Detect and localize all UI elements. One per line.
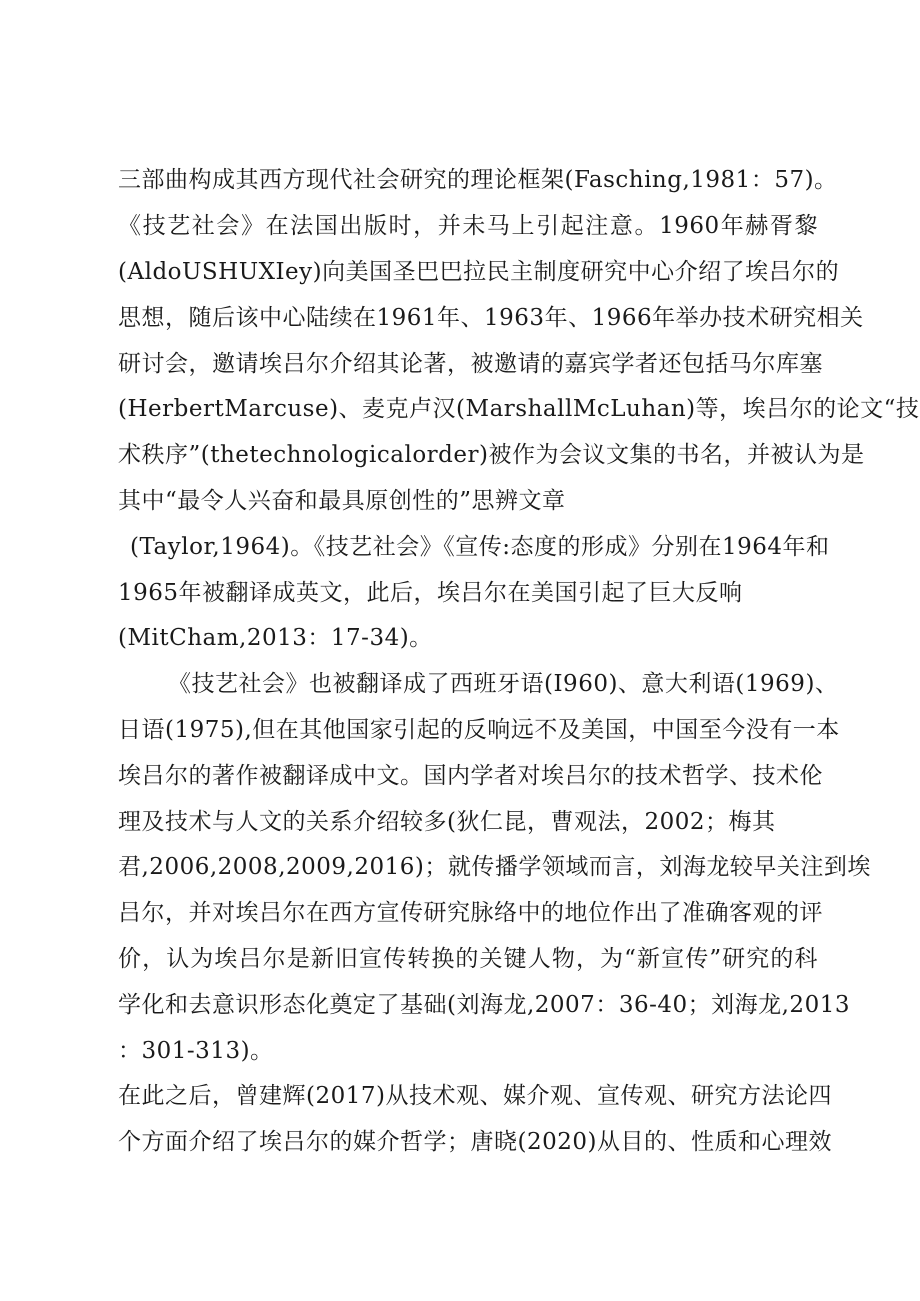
text-line: 思想，随后该中心陆续在1961年、1963年、1966年举办技术研究相关 <box>118 305 864 331</box>
text-line: 日语(1975),但在其他国家引起的反响远不及美国，中国至今没有一本 <box>118 717 840 743</box>
text-line: (MitCham,2013：17-34)。 <box>118 625 433 651</box>
text-line: 《技艺社会》也被翻译成了西班牙语(I960)、意大利语(1969)、 <box>168 671 839 697</box>
text-line: 三部曲构成其西方现代社会研究的理论框架(Fasching,1981：57)。 <box>118 167 838 193</box>
text-line: 研讨会，邀请埃吕尔介绍其论著，被邀请的嘉宾学者还包括马尔库塞 <box>118 351 823 377</box>
text-line: 吕尔，并对埃吕尔在西方宣传研究脉络中的地位作出了准确客观的评 <box>118 900 823 926</box>
text-line: (Taylor,1964)。《技艺社会》《宣传:态度的形成》分别在1964年和 <box>130 534 830 560</box>
text-line: 学化和去意识形态化奠定了基础(刘海龙,2007：36-40；刘海龙,2013 <box>118 992 850 1018</box>
text-line: 理及技术与人文的关系介绍较多(狄仁昆，曹观法，2002；梅其 <box>118 809 776 835</box>
text-line: 价，认为埃吕尔是新旧宣传转换的关键人物，为“新宣传”研究的科 <box>118 946 818 972</box>
text-line: 术秩序”(thetechnologicalorder)被作为会议文集的书名，并被认为是 <box>118 442 865 468</box>
text-line: ：301-313)。 <box>118 1038 274 1064</box>
text-line: 《技艺社会》在法国出版时，并未马上引起注意。1960年赫胥黎 <box>118 213 818 239</box>
text-line: 埃吕尔的著作被翻译成中文。国内学者对埃吕尔的技术哲学、技术伦 <box>118 763 823 789</box>
text-line: 1965年被翻译成英文，此后，埃吕尔在美国引起了巨大反响 <box>118 580 743 606</box>
text-line: 个方面介绍了埃吕尔的媒介哲学；唐晓(2020)从目的、性质和心理效 <box>118 1129 832 1155</box>
text-line: (AldoUSHUXIey)向美国圣巴巴拉民主制度研究中心介绍了埃吕尔的 <box>118 259 840 285</box>
text-line: 君,2006,2008,2009,2016)；就传播学领域而言，刘海龙较早关注到埃 <box>118 854 871 880</box>
text-line: 在此之后，曾建辉(2017)从技术观、媒介观、宣传观、研究方法论四 <box>118 1083 832 1109</box>
text-line: 其中“最令人兴奋和最具原创性的”思辨文章 <box>118 488 566 514</box>
text-line: (HerbertMarcuse)、麦克卢汉(MarshallMcLuhan)等，埃吕尔的论文“技 <box>118 396 920 422</box>
